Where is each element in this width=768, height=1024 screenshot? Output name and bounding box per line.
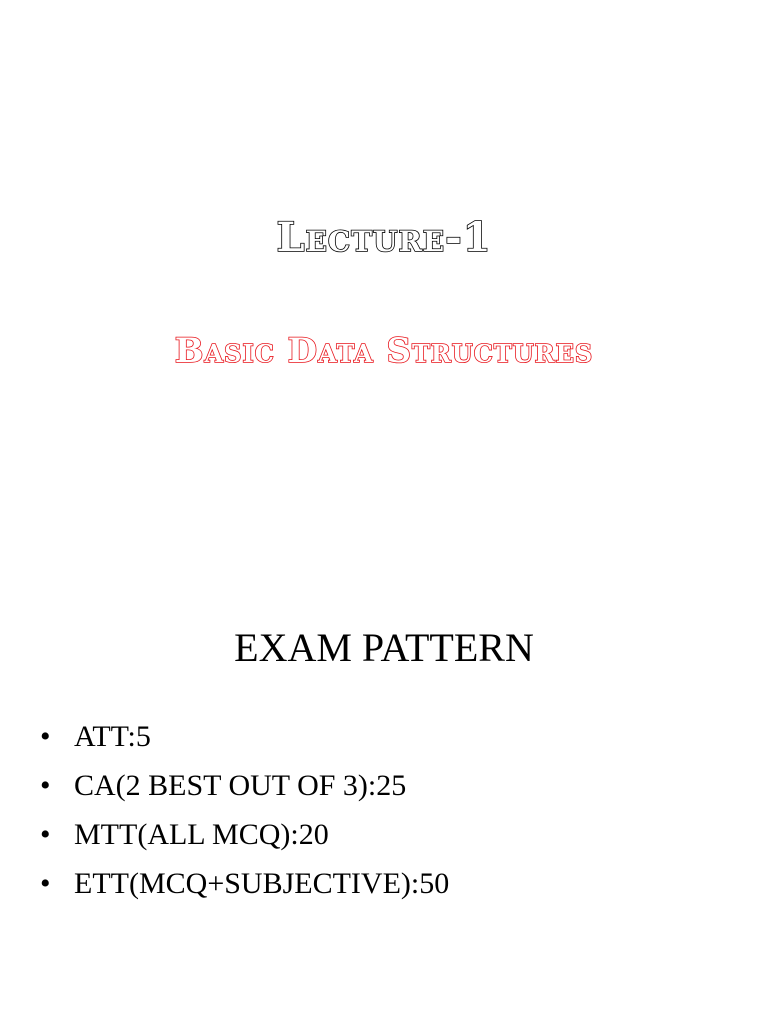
list-item bbox=[40, 863, 449, 912]
bullet-icon: • bbox=[40, 867, 51, 900]
list-item bbox=[40, 716, 449, 765]
bullet-icon: • bbox=[40, 818, 51, 851]
lecture-subtitle: Basic Data Structures bbox=[174, 331, 594, 371]
exam-pattern-heading: EXAM PATTERN bbox=[234, 625, 534, 670]
list-item bbox=[40, 814, 449, 863]
bullet-icon: • bbox=[40, 769, 51, 802]
list-item-text: ATT:5 bbox=[74, 720, 151, 753]
bullet-icon: • bbox=[40, 720, 51, 753]
list-item-text: CA(2 BEST OUT OF 3):25 bbox=[74, 769, 407, 802]
lecture-title: Lecture-1 bbox=[276, 214, 492, 261]
list-item-text: MTT(ALL MCQ):20 bbox=[74, 818, 329, 851]
list-item-text: ETT(MCQ+SUBJECTIVE):50 bbox=[74, 867, 450, 900]
exam-pattern-list bbox=[40, 716, 449, 912]
list-item bbox=[40, 765, 449, 814]
